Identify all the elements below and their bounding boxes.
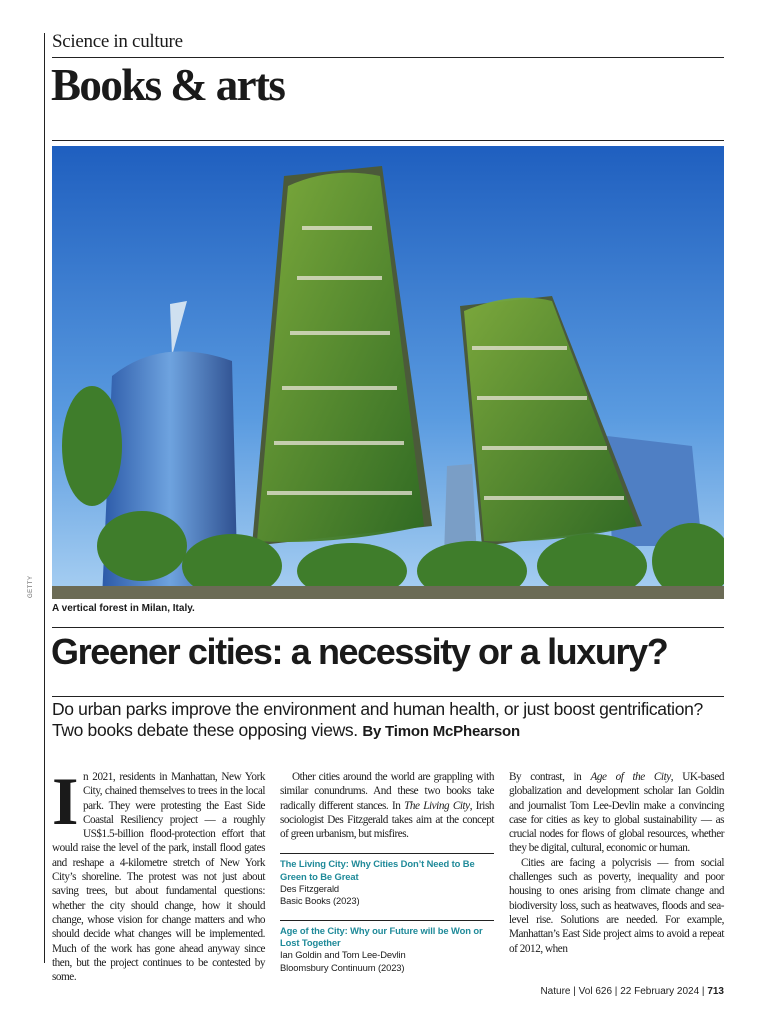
article-column-1 <box>52 763 265 984</box>
title-rule <box>52 140 724 141</box>
paragraph: Other cities around the world are grappling with similar conundrums. And these two books take radically different stances. In The Living City, Irish sociologist Des Fitzgerald takes aim at the concept of green urbanism, but misfires. <box>280 771 494 841</box>
book-listing <box>280 853 494 907</box>
page-number: 713 <box>707 986 724 997</box>
photo-credit: GETTY <box>28 575 34 598</box>
page-footer: Nature | Vol 626 | 22 February 2024 | 713 <box>540 986 724 997</box>
section-title: Books & arts <box>51 60 285 110</box>
paragraph: Cities are facing a polycrisis — from social challenges such as poverty, inequality and poor housing to ones arising from climate change and biodiversity loss, such as heatwaves, floods and sea-level rise. Solutions are needed. For example, Manhattan’s East Side project aims to avoid a repeat of 2012, when <box>509 856 724 955</box>
drop-cap: I <box>52 763 79 839</box>
paragraph: By contrast, in Age of the City, UK-based globalization and development scholar Ian Goldin and journalist Tom Lee-Devlin make a convincing case for cities as key to global sustainability — as crucial nodes for flows of global resources, whether they be digital, cultural, economic or human. <box>509 771 724 855</box>
headline-top-rule <box>52 627 724 628</box>
book-publisher: Bloomsbury Continuum (2023) <box>280 961 405 973</box>
paragraph: n 2021, residents in Manhattan, New York City, chained themselves to trees in the local park. They were protesting the East Side Coastal Resiliency project — a roughly US$1.5-billion flood-protection effort that would raise the level of the park, install flood gates and reshape a 4-kilometre stretch of New York City’s shoreline. The protest was not just about saving trees, but about fundamental questions: whether the city should change, how it should change, whose vision for change matters and who should decide what changes will be implemented. Much of the work has gone ahead anyway since then, but the project continues to be contested by some. <box>52 771 265 984</box>
book-listing <box>280 920 494 974</box>
top-rule <box>52 57 724 58</box>
section-label: Science in culture <box>52 31 183 52</box>
standfirst <box>52 699 732 742</box>
article-column-3 <box>509 770 724 956</box>
book-publisher: Basic Books (2023) <box>280 895 360 907</box>
book-title: Age of the City: Why our Future will be Won or Lost Together <box>280 924 483 948</box>
book-author: Des Fitzgerald <box>280 883 340 895</box>
byline: By Timon McPhearson <box>362 723 520 740</box>
margin-rule <box>44 33 45 963</box>
article-headline: Greener cities: a necessity or a luxury? <box>51 631 668 672</box>
book-title: The Living City: Why Cities Don’t Need to Be Green to Be Great <box>280 858 475 882</box>
vertical-forest-photo <box>52 146 724 599</box>
issue-date: 22 February 2024 <box>620 986 700 997</box>
volume: Vol 626 <box>578 986 613 997</box>
book-author: Ian Goldin and Tom Lee-Devlin <box>280 949 406 961</box>
headline-bottom-rule <box>52 696 724 697</box>
article-column-2 <box>280 770 494 974</box>
standfirst-text: Do urban parks improve the environment and human health, or just boost gentrification? Two books debate these opposing views. <box>52 699 703 740</box>
photo-caption: A vertical forest in Milan, Italy. <box>52 603 195 614</box>
journal-name: Nature <box>540 986 571 997</box>
